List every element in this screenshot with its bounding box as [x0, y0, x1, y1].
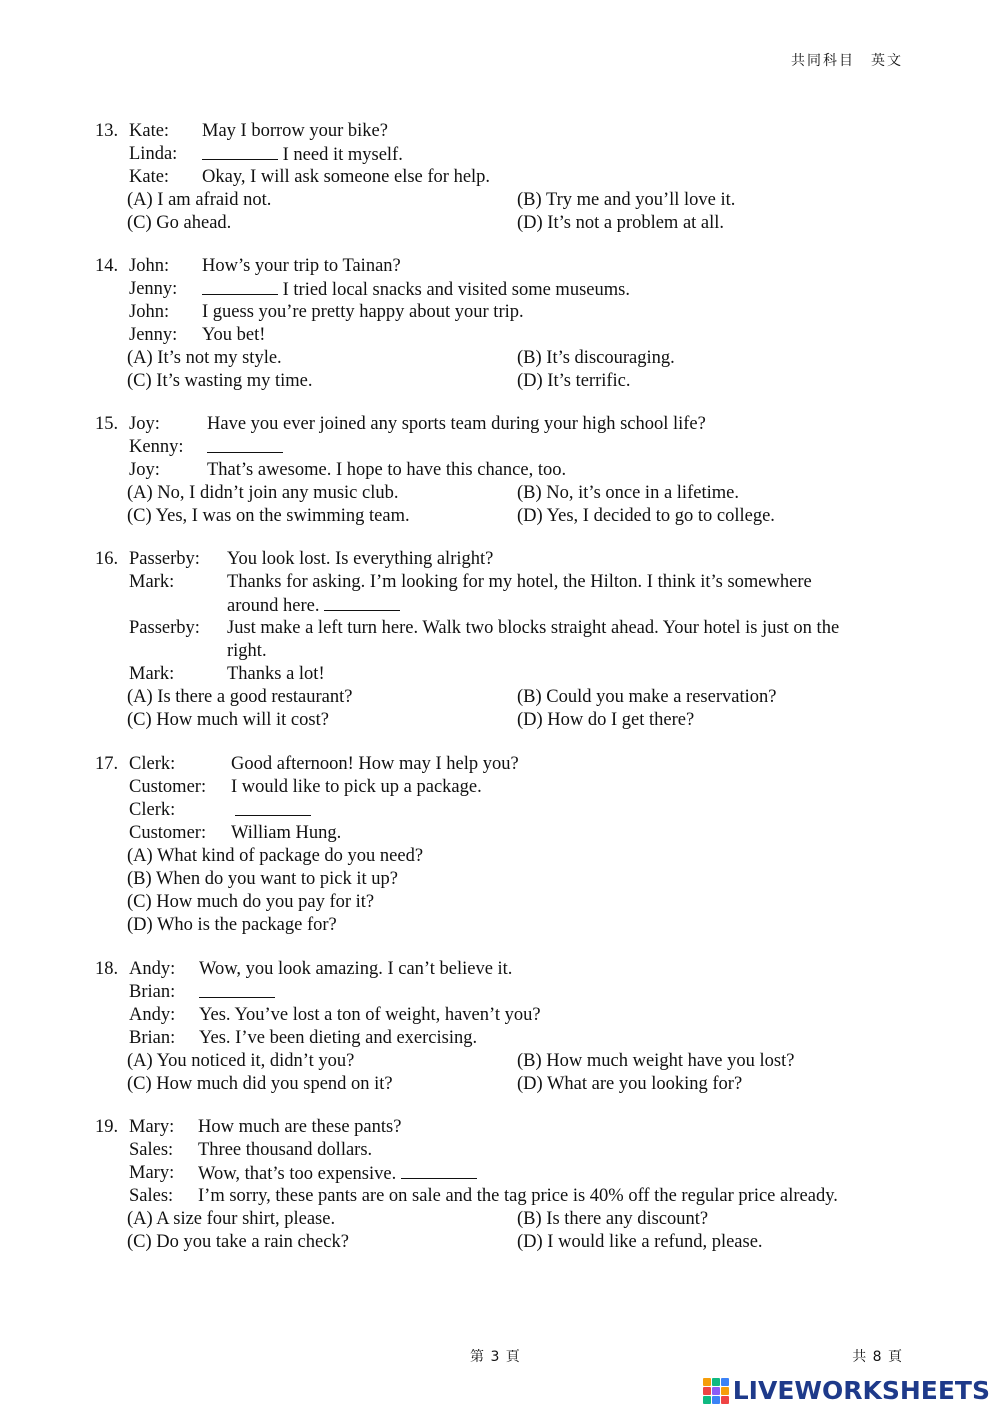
speaker-name: John: — [129, 256, 170, 276]
speaker-name: Joy: — [129, 460, 160, 480]
speaker-name: Clerk: — [129, 754, 176, 774]
dialogue-line — [95, 1027, 915, 1050]
utterance — [227, 663, 325, 686]
dialogue-line — [95, 255, 915, 278]
speaker-name: Sales: — [129, 1140, 174, 1160]
utterance-text: I’m sorry, these pants are on sale and the tag price is 40% off the regular price already. — [198, 1186, 838, 1206]
utterance-text: You bet! — [202, 325, 266, 345]
answer-blank[interactable] — [199, 981, 275, 998]
utterance — [202, 278, 630, 302]
dialogue-line — [95, 640, 915, 663]
dialogue-line — [95, 413, 915, 436]
utterance — [207, 436, 283, 460]
utterance-text: I would like to pick up a package. — [231, 777, 482, 797]
utterance — [202, 324, 265, 347]
speaker-name: Mary: — [129, 1117, 175, 1137]
utterance-text-after: I need it myself. — [278, 145, 403, 165]
option-a[interactable]: (A) A size four shirt, please. — [127, 1209, 336, 1229]
brand-grid-icon — [703, 1378, 729, 1404]
option-b[interactable]: (B) It’s discouraging. — [517, 348, 675, 368]
option-a[interactable]: (A) No, I didn’t join any music club. — [127, 483, 399, 503]
utterance-text: May I borrow your bike? — [202, 121, 388, 141]
dialogue-line — [95, 436, 915, 459]
dialogue-line — [95, 548, 915, 571]
option-d[interactable]: (D) I would like a refund, please. — [517, 1232, 763, 1252]
utterance-text: Wow, that’s too expensive. — [198, 1164, 401, 1184]
speaker-name: John: — [129, 302, 170, 322]
speaker-name: Mary: — [129, 1163, 175, 1183]
dialogue-line — [95, 143, 915, 166]
speaker-name: Kate: — [129, 167, 170, 187]
utterance — [231, 753, 519, 776]
utterance-text-after: I tried local snacks and visited some museums. — [278, 280, 630, 300]
utterance-text: Have you ever joined any sports team during your high school life? — [207, 414, 706, 434]
speaker-name: Clerk: — [129, 800, 176, 820]
dialogue-line — [95, 958, 915, 981]
utterance — [202, 255, 401, 278]
option-a[interactable]: (A) What kind of package do you need? — [127, 846, 424, 866]
utterance — [202, 166, 490, 189]
question-17 — [95, 753, 915, 937]
speaker-name: Passerby: — [129, 549, 200, 569]
utterance — [202, 143, 403, 167]
option-c[interactable]: (C) Go ahead. — [127, 213, 232, 233]
dialogue-line — [95, 571, 915, 594]
speaker-name: Jenny: — [129, 279, 178, 299]
answer-blank[interactable] — [202, 143, 278, 160]
dialogue-line — [95, 1185, 915, 1208]
option-c[interactable]: (C) Yes, I was on the swimming team. — [127, 506, 410, 526]
option-d[interactable]: (D) How do I get there? — [517, 710, 695, 730]
option-b[interactable]: (B) When do you want to pick it up? — [127, 869, 398, 889]
utterance — [207, 413, 706, 436]
question-number: 16. — [95, 549, 119, 569]
option-a[interactable]: (A) I am afraid not. — [127, 190, 272, 210]
utterance — [231, 822, 341, 845]
utterance — [202, 301, 524, 324]
question-15 — [95, 413, 915, 528]
option-c[interactable]: (C) It’s wasting my time. — [127, 371, 313, 391]
option-b[interactable]: (B) Could you make a reservation? — [517, 687, 777, 707]
dialogue-line — [95, 663, 915, 686]
option-d[interactable]: (D) It’s terrific. — [517, 371, 631, 391]
dialogue-line — [95, 822, 915, 845]
utterance-text: Yes. You’ve lost a ton of weight, haven’t you? — [199, 1005, 541, 1025]
speaker-name: Andy: — [129, 959, 176, 979]
question-number: 17. — [95, 754, 119, 774]
answer-blank[interactable] — [401, 1162, 477, 1179]
option-d[interactable]: (D) Who is the package for? — [127, 915, 337, 935]
dialogue-line — [95, 1116, 915, 1139]
question-13 — [95, 120, 915, 235]
dialogue-line — [95, 1162, 915, 1185]
option-d[interactable]: (D) What are you looking for? — [517, 1074, 743, 1094]
option-c[interactable]: (C) How much will it cost? — [127, 710, 329, 730]
utterance — [207, 459, 566, 482]
question-number: 13. — [95, 121, 119, 141]
speaker-name: Linda: — [129, 144, 178, 164]
option-c[interactable]: (C) Do you take a rain check? — [127, 1232, 349, 1252]
speaker-name: Brian: — [129, 1028, 176, 1048]
answer-blank[interactable] — [202, 278, 278, 295]
dialogue-line — [95, 594, 915, 617]
question-number: 18. — [95, 959, 119, 979]
speaker-name: Mark: — [129, 572, 175, 592]
dialogue-line — [95, 1004, 915, 1027]
answer-blank[interactable] — [207, 436, 283, 453]
question-16 — [95, 548, 915, 732]
option-d[interactable]: (D) Yes, I decided to go to college. — [517, 506, 775, 526]
speaker-name: Joy: — [129, 414, 160, 434]
utterance-text: How much are these pants? — [198, 1117, 402, 1137]
speaker-name: Customer: — [129, 777, 207, 797]
speaker-name: Jenny: — [129, 325, 178, 345]
utterance-text: around here. — [227, 596, 325, 616]
speaker-name: Passerby: — [129, 618, 200, 638]
utterance — [199, 981, 275, 1005]
speaker-name: Sales: — [129, 1186, 174, 1206]
brand-logo — [703, 1376, 990, 1405]
page-total: 共 8 頁 — [852, 1349, 903, 1365]
utterance-text: I guess you’re pretty happy about your trip. — [202, 302, 524, 322]
utterance — [198, 1162, 477, 1186]
utterance — [198, 1185, 838, 1208]
dialogue-line — [95, 776, 915, 799]
utterance — [202, 120, 388, 143]
utterance-text: You look lost. Is everything alright? — [227, 549, 494, 569]
page-header: 共同科目 英文 — [791, 53, 903, 69]
speaker-name: Andy: — [129, 1005, 176, 1025]
question-number: 19. — [95, 1117, 119, 1137]
dialogue-line — [95, 753, 915, 776]
dialogue-line — [95, 459, 915, 482]
option-b[interactable]: (B) No, it’s once in a lifetime. — [517, 483, 739, 503]
brand-text: LIVEWORKSHEETS — [732, 1376, 990, 1405]
utterance — [199, 1004, 541, 1027]
dialogue-line — [95, 1139, 915, 1162]
question-number: 14. — [95, 256, 119, 276]
utterance-text: Just make a left turn here. Walk two blocks straight ahead. Your hotel is just on the — [227, 618, 840, 638]
answer-blank[interactable] — [235, 799, 311, 816]
dialogue-line — [95, 617, 915, 640]
question-number: 15. — [95, 414, 119, 434]
utterance — [227, 548, 493, 571]
utterance — [227, 640, 267, 663]
question-19 — [95, 1116, 915, 1254]
option-c[interactable]: (C) How much do you pay for it? — [127, 892, 375, 912]
speaker-name: Kenny: — [129, 437, 184, 457]
option-b[interactable]: (B) Try me and you’ll love it. — [517, 190, 736, 210]
utterance-text: right. — [227, 641, 267, 661]
option-c[interactable]: (C) How much did you spend on it? — [127, 1074, 393, 1094]
utterance — [227, 594, 400, 618]
dialogue-line — [95, 301, 915, 324]
utterance — [199, 1027, 477, 1050]
utterance — [199, 958, 512, 981]
utterance — [198, 1139, 372, 1162]
utterance-text: Three thousand dollars. — [198, 1140, 373, 1160]
answer-blank[interactable] — [324, 594, 400, 611]
page-number: 第 3 頁 — [470, 1349, 521, 1365]
dialogue-line — [95, 981, 915, 1004]
speaker-name: Brian: — [129, 982, 176, 1002]
utterance — [231, 776, 482, 799]
dialogue-line — [95, 799, 915, 822]
question-18 — [95, 958, 915, 1096]
utterance-text: Okay, I will ask someone else for help. — [202, 167, 491, 187]
utterance-text: Thanks for asking. I’m looking for my hotel, the Hilton. I think it’s somewhere — [227, 572, 812, 592]
dialogue-line — [95, 324, 915, 347]
utterance-text: Yes. I’ve been dieting and exercising. — [199, 1028, 478, 1048]
utterance — [227, 571, 812, 594]
utterance-text: That’s awesome. I hope to have this chance, too. — [207, 460, 567, 480]
option-a[interactable]: (A) It’s not my style. — [127, 348, 282, 368]
utterance-text: Thanks a lot! — [227, 664, 325, 684]
utterance-text: William Hung. — [231, 823, 342, 843]
speaker-name: Kate: — [129, 121, 170, 141]
utterance-text: How’s your trip to Tainan? — [202, 256, 401, 276]
speaker-name: Customer: — [129, 823, 207, 843]
option-a[interactable]: (A) You noticed it, didn’t you? — [127, 1051, 355, 1071]
option-b[interactable]: (B) Is there any discount? — [517, 1209, 709, 1229]
dialogue-line — [95, 166, 915, 189]
option-a[interactable]: (A) Is there a good restaurant? — [127, 687, 353, 707]
option-d[interactable]: (D) It’s not a problem at all. — [517, 213, 725, 233]
dialogue-line — [95, 278, 915, 301]
question-14 — [95, 255, 915, 393]
utterance — [227, 617, 839, 640]
utterance-text: Wow, you look amazing. I can’t believe it. — [199, 959, 513, 979]
utterance — [198, 1116, 401, 1139]
option-b[interactable]: (B) How much weight have you lost? — [517, 1051, 795, 1071]
speaker-name: Mark: — [129, 664, 175, 684]
utterance — [231, 799, 311, 823]
utterance-text: Good afternoon! How may I help you? — [231, 754, 519, 774]
dialogue-line — [95, 120, 915, 143]
